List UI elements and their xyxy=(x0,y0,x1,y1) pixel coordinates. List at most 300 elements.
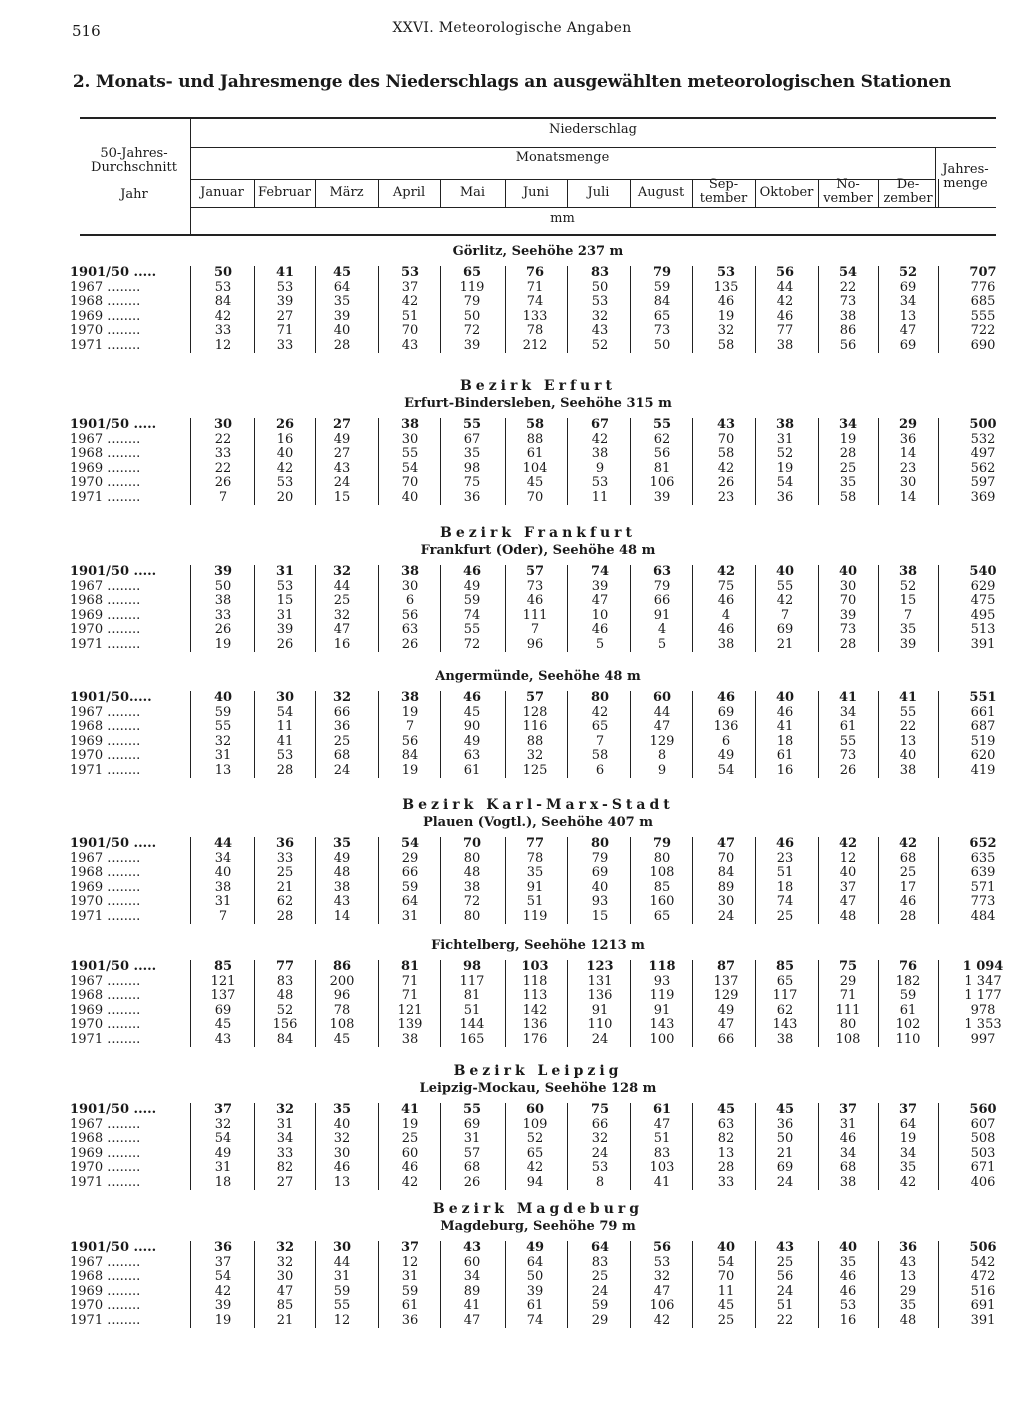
table-row xyxy=(70,1160,996,1176)
table-cell: 110 xyxy=(895,1031,921,1047)
table-cell: 46 xyxy=(333,1160,351,1175)
row-year-label: 1901/50 ..... xyxy=(70,960,157,974)
table-cell: 45 xyxy=(716,1102,736,1117)
column-divider xyxy=(254,691,255,778)
table-cell: 37 xyxy=(401,279,419,295)
table-cell: 34 xyxy=(839,704,857,720)
column-divider xyxy=(567,837,568,924)
table-cell: 47 xyxy=(333,622,351,637)
header-rule xyxy=(80,117,996,119)
row-year-label: 1967 ........ xyxy=(70,974,141,989)
table-cell: 19 xyxy=(401,1116,419,1132)
table-cell: 50 xyxy=(213,265,233,280)
row-year-label: 1967 ........ xyxy=(70,851,141,866)
row-year-label: 1969 ........ xyxy=(70,309,141,324)
table-cell: 45 xyxy=(775,1102,795,1117)
table-cell: 79 xyxy=(653,578,671,594)
table-cell: 484 xyxy=(970,908,996,924)
station-rows xyxy=(70,836,997,924)
table-cell: 47 xyxy=(653,719,671,734)
table-cell: 32 xyxy=(276,1254,294,1270)
table-row xyxy=(70,988,1002,1004)
month-header: August xyxy=(637,185,685,200)
table-row xyxy=(70,1145,996,1162)
table-cell: 707 xyxy=(969,265,997,280)
table-cell: 47 xyxy=(591,593,609,608)
table-cell: 24 xyxy=(333,762,351,778)
table-header xyxy=(80,117,996,235)
table-cell: 84 xyxy=(717,865,735,880)
table-cell: 22 xyxy=(839,279,857,295)
table-cell: 44 xyxy=(213,836,233,851)
column-divider xyxy=(440,1103,441,1190)
column-divider xyxy=(938,960,939,1047)
table-cell: 419 xyxy=(970,762,996,778)
table-cell: 39 xyxy=(591,578,609,594)
column-divider xyxy=(315,565,316,652)
table-cell: 35 xyxy=(526,865,544,880)
table-cell: 31 xyxy=(276,607,294,623)
column-divider xyxy=(938,418,939,505)
table-row xyxy=(70,704,996,721)
table-cell: 31 xyxy=(275,564,295,579)
column-divider xyxy=(692,266,693,353)
table-cell: 28 xyxy=(899,908,917,924)
row-year-label: 1970 ........ xyxy=(70,1161,141,1175)
table-cell: 55 xyxy=(333,1298,351,1313)
row-year-label: 1968 ........ xyxy=(70,1270,141,1284)
table-cell: 69 xyxy=(899,279,917,295)
table-cell: 495 xyxy=(970,607,996,623)
table-cell: 33 xyxy=(276,850,294,866)
table-row xyxy=(70,417,997,433)
row-year-label: 1971 ........ xyxy=(70,1175,141,1190)
table-cell: 43 xyxy=(214,1031,232,1047)
table-cell: 19 xyxy=(214,1312,232,1328)
column-divider xyxy=(938,1241,939,1328)
table-cell: 25 xyxy=(899,865,917,880)
station-section xyxy=(70,1201,997,1328)
table-cell: 52 xyxy=(591,337,609,353)
table-cell: 70 xyxy=(717,431,735,447)
table-cell: 76 xyxy=(525,265,545,280)
table-cell: 78 xyxy=(526,323,544,338)
stub-heading-line2: Durchschnitt xyxy=(91,160,177,175)
table-cell: 30 xyxy=(275,690,295,705)
table-cell: 100 xyxy=(649,1031,675,1047)
table-cell: 36 xyxy=(776,489,794,505)
table-cell: 33 xyxy=(214,446,232,461)
table-cell: 36 xyxy=(776,1116,794,1132)
table-cell: 79 xyxy=(463,294,481,309)
table-cell: 118 xyxy=(648,959,676,974)
table-cell: 690 xyxy=(970,337,996,353)
table-cell: 38 xyxy=(400,690,420,705)
table-cell: 32 xyxy=(333,607,351,623)
table-cell: 13 xyxy=(899,733,917,749)
table-cell: 59 xyxy=(214,704,232,720)
table-cell: 27 xyxy=(276,308,294,324)
table-cell: 19 xyxy=(717,308,735,324)
station-heading: Angermünde, Seehöhe 48 m xyxy=(435,669,641,684)
station-rows xyxy=(70,1102,997,1190)
table-cell: 78 xyxy=(333,1002,351,1018)
row-year-label: 1967 ........ xyxy=(70,432,141,447)
table-cell: 36 xyxy=(463,489,481,505)
column-divider xyxy=(878,837,879,924)
table-cell: 119 xyxy=(649,988,675,1003)
table-cell: 67 xyxy=(590,417,610,432)
row-year-label: 1968 ........ xyxy=(70,1132,141,1146)
column-divider xyxy=(938,1103,939,1190)
table-cell: 49 xyxy=(717,748,735,763)
table-cell: 38 xyxy=(776,337,794,353)
table-cell: 129 xyxy=(649,733,675,749)
row-year-label: 1970 ........ xyxy=(70,895,141,909)
table-cell: 55 xyxy=(462,1102,482,1117)
table-cell: 26 xyxy=(463,1174,481,1190)
column-divider xyxy=(567,691,568,778)
table-cell: 26 xyxy=(275,417,295,432)
table-cell: 24 xyxy=(591,1283,609,1299)
table-cell: 45 xyxy=(333,1031,351,1047)
table-row xyxy=(70,431,996,448)
table-cell: 44 xyxy=(776,279,794,295)
table-cell: 84 xyxy=(214,294,232,309)
table-cell: 38 xyxy=(839,1174,857,1190)
table-cell: 32 xyxy=(332,690,352,705)
table-cell: 47 xyxy=(653,1283,671,1299)
table-cell: 652 xyxy=(969,836,997,851)
table-cell: 90 xyxy=(463,719,481,734)
table-cell: 32 xyxy=(526,748,544,763)
table-cell: 15 xyxy=(591,908,609,924)
table-cell: 20 xyxy=(276,489,294,505)
header-rule xyxy=(190,147,996,148)
table-cell: 53 xyxy=(400,265,420,280)
table-cell: 33 xyxy=(717,1174,735,1190)
table-cell: 29 xyxy=(899,1283,917,1299)
table-cell: 59 xyxy=(401,879,419,895)
table-cell: 109 xyxy=(522,1116,548,1132)
table-cell: 49 xyxy=(333,431,351,447)
column-divider xyxy=(755,418,756,505)
row-year-label: 1970 ........ xyxy=(70,1299,141,1313)
table-cell: 560 xyxy=(969,1102,997,1117)
column-divider xyxy=(567,960,568,1047)
table-cell: 40 xyxy=(276,446,294,461)
row-year-label: 1967 ........ xyxy=(70,280,141,295)
column-divider xyxy=(505,691,506,778)
table-cell: 7 xyxy=(780,607,790,623)
table-cell: 24 xyxy=(591,1145,609,1161)
column-divider xyxy=(440,266,441,353)
table-cell: 41 xyxy=(838,690,858,705)
table-cell: 30 xyxy=(213,417,233,432)
table-cell: 32 xyxy=(275,1240,295,1255)
table-cell: 516 xyxy=(970,1283,996,1299)
table-cell: 38 xyxy=(401,1031,419,1047)
table-cell: 111 xyxy=(835,1002,861,1018)
table-cell: 116 xyxy=(522,719,548,734)
table-row xyxy=(70,308,996,325)
table-cell: 722 xyxy=(970,323,996,338)
column-divider xyxy=(692,837,693,924)
table-cell: 21 xyxy=(776,1145,794,1161)
table-cell: 43 xyxy=(899,1254,917,1270)
column-divider xyxy=(378,1103,379,1190)
table-cell: 63 xyxy=(463,748,481,763)
table-cell: 62 xyxy=(653,431,671,447)
table-cell: 58 xyxy=(591,748,609,763)
month-header: Mai xyxy=(459,185,486,200)
column-divider xyxy=(878,418,879,505)
table-cell: 26 xyxy=(401,636,419,652)
table-cell: 65 xyxy=(591,719,609,734)
table-cell: 49 xyxy=(717,1002,735,1018)
table-row xyxy=(70,578,996,595)
table-cell: 43 xyxy=(462,1240,482,1255)
table-cell: 30 xyxy=(333,1145,351,1161)
table-cell: 40 xyxy=(213,690,233,705)
table-cell: 55 xyxy=(214,719,232,734)
column-divider xyxy=(630,418,631,505)
column-divider xyxy=(938,837,939,924)
table-cell: 40 xyxy=(775,564,795,579)
jahresmenge-heading-line2: menge xyxy=(943,176,988,191)
table-cell: 7 xyxy=(405,719,415,734)
table-cell: 42 xyxy=(776,593,794,608)
table-cell: 41 xyxy=(276,733,294,749)
column-divider xyxy=(692,691,693,778)
table-cell: 80 xyxy=(463,850,481,866)
table-cell: 125 xyxy=(522,762,548,778)
table-cell: 91 xyxy=(591,1002,609,1018)
table-row xyxy=(70,489,996,506)
table-cell: 25 xyxy=(276,865,294,880)
table-cell: 35 xyxy=(899,1160,917,1175)
table-cell: 685 xyxy=(970,294,996,309)
table-cell: 6 xyxy=(721,733,731,749)
column-divider xyxy=(440,691,441,778)
table-cell: 31 xyxy=(214,894,232,909)
table-cell: 27 xyxy=(333,446,351,461)
table-cell: 139 xyxy=(397,1017,423,1032)
table-cell: 34 xyxy=(899,1145,917,1161)
row-year-label: 1968 ........ xyxy=(70,594,141,608)
table-cell: 42 xyxy=(717,460,735,476)
stub-heading-year: Jahr xyxy=(120,187,148,202)
table-cell: 46 xyxy=(591,622,609,637)
column-divider xyxy=(505,1103,506,1190)
column-divider xyxy=(190,418,191,505)
table-cell: 40 xyxy=(899,748,917,763)
table-cell: 50 xyxy=(776,1131,794,1146)
table-cell: 24 xyxy=(717,908,735,924)
table-cell: 46 xyxy=(776,308,794,324)
table-cell: 40 xyxy=(716,1240,736,1255)
table-row xyxy=(70,564,997,580)
table-cell: 32 xyxy=(214,733,232,749)
table-cell: 47 xyxy=(653,1116,671,1132)
table-cell: 14 xyxy=(899,489,917,505)
table-cell: 121 xyxy=(210,973,236,989)
column-divider xyxy=(440,837,441,924)
table-cell: 47 xyxy=(716,836,736,851)
table-cell: 176 xyxy=(522,1031,548,1047)
table-cell: 19 xyxy=(899,1131,917,1146)
row-year-label: 1901/50 ..... xyxy=(70,1241,157,1255)
month-header: Juli xyxy=(587,185,610,200)
column-divider xyxy=(567,418,568,505)
table-cell: 28 xyxy=(276,908,294,924)
table-cell: 10 xyxy=(591,607,609,623)
table-cell: 31 xyxy=(276,1116,294,1132)
table-cell: 21 xyxy=(776,636,794,652)
table-cell: 108 xyxy=(835,1031,861,1047)
table-cell: 58 xyxy=(717,446,735,461)
column-divider xyxy=(938,266,939,353)
table-cell: 119 xyxy=(459,279,485,295)
column-divider xyxy=(630,960,631,1047)
table-row xyxy=(70,279,996,296)
table-cell: 41 xyxy=(400,1102,420,1117)
table-cell: 69 xyxy=(899,337,917,353)
table-cell: 9 xyxy=(657,762,667,778)
table-cell: 542 xyxy=(970,1254,996,1270)
table-cell: 38 xyxy=(775,417,795,432)
table-cell: 39 xyxy=(213,564,233,579)
column-divider xyxy=(254,1103,255,1190)
table-cell: 53 xyxy=(591,475,609,490)
column-divider xyxy=(755,1103,756,1190)
table-cell: 28 xyxy=(333,337,351,353)
table-cell: 52 xyxy=(776,446,794,461)
table-cell: 53 xyxy=(716,265,736,280)
table-cell: 21 xyxy=(276,1312,294,1328)
row-year-label: 1967 ........ xyxy=(70,1255,141,1270)
column-divider xyxy=(505,565,506,652)
table-cell: 687 xyxy=(970,719,996,734)
table-cell: 7 xyxy=(530,622,540,637)
table-cell: 74 xyxy=(776,894,794,909)
table-cell: 69 xyxy=(214,1002,232,1018)
table-cell: 49 xyxy=(214,1145,232,1161)
table-cell: 22 xyxy=(899,719,917,734)
table-cell: 37 xyxy=(214,1254,232,1270)
table-row xyxy=(70,1312,996,1329)
column-divider xyxy=(818,1241,819,1328)
column-divider xyxy=(818,837,819,924)
table-cell: 84 xyxy=(401,748,419,763)
table-cell: 23 xyxy=(717,489,735,505)
row-year-label: 1971 ........ xyxy=(70,637,141,652)
table-cell: 136 xyxy=(587,988,613,1003)
table-row xyxy=(70,748,996,764)
table-cell: 76 xyxy=(898,959,918,974)
table-cell: 39 xyxy=(653,489,671,505)
row-year-label: 1971 ........ xyxy=(70,338,141,353)
table-cell: 31 xyxy=(401,908,419,924)
table-cell: 88 xyxy=(526,733,544,749)
row-year-label: 1971 ........ xyxy=(70,1032,141,1047)
table-cell: 13 xyxy=(214,762,232,778)
column-divider xyxy=(254,837,255,924)
table-cell: 85 xyxy=(775,959,795,974)
table-cell: 45 xyxy=(717,1298,735,1313)
row-year-label: 1967 ........ xyxy=(70,1117,141,1132)
table-cell: 65 xyxy=(653,908,671,924)
station-heading: Leipzig-Mockau, Seehöhe 128 m xyxy=(419,1081,657,1096)
table-cell: 30 xyxy=(899,475,917,490)
table-cell: 42 xyxy=(591,704,609,720)
column-divider xyxy=(818,960,819,1047)
table-cell: 63 xyxy=(717,1116,735,1132)
table-cell: 75 xyxy=(590,1102,610,1117)
table-cell: 4 xyxy=(721,607,731,623)
table-cell: 500 xyxy=(969,417,997,432)
table-cell: 182 xyxy=(895,973,921,989)
table-cell: 32 xyxy=(332,564,352,579)
table-cell: 44 xyxy=(333,1254,351,1270)
table-cell: 119 xyxy=(522,908,548,924)
table-cell: 24 xyxy=(333,475,351,490)
table-cell: 25 xyxy=(839,460,857,476)
row-year-label: 1971 ........ xyxy=(70,909,141,924)
table-cell: 37 xyxy=(400,1240,420,1255)
column-divider xyxy=(505,1241,506,1328)
table-cell: 25 xyxy=(776,1254,794,1270)
table-cell: 46 xyxy=(462,564,482,579)
table-cell: 47 xyxy=(276,1283,294,1299)
table-cell: 40 xyxy=(333,323,351,338)
table-cell: 35 xyxy=(333,294,351,309)
table-cell: 51 xyxy=(776,865,794,880)
table-cell: 129 xyxy=(713,988,739,1003)
table-cell: 51 xyxy=(401,308,419,324)
table-cell: 54 xyxy=(214,1131,232,1146)
table-cell: 75 xyxy=(717,578,735,594)
table-cell: 136 xyxy=(713,719,739,734)
column-divider xyxy=(567,266,568,353)
table-cell: 68 xyxy=(463,1160,481,1175)
column-divider xyxy=(505,418,506,505)
table-cell: 42 xyxy=(276,460,294,476)
table-cell: 38 xyxy=(898,564,918,579)
table-cell: 54 xyxy=(276,704,294,720)
column-divider xyxy=(378,691,379,778)
table-cell: 9 xyxy=(595,460,605,476)
table-cell: 66 xyxy=(591,1116,609,1132)
table-cell: 70 xyxy=(839,593,857,608)
table-cell: 82 xyxy=(717,1131,735,1146)
table-cell: 63 xyxy=(652,564,672,579)
station-heading: Erfurt-Bindersleben, Seehöhe 315 m xyxy=(404,396,672,411)
table-cell: 19 xyxy=(401,762,419,778)
table-cell: 43 xyxy=(401,337,419,353)
station-rows xyxy=(70,690,997,778)
table-cell: 81 xyxy=(463,988,481,1003)
table-cell: 42 xyxy=(716,564,736,579)
table-cell: 81 xyxy=(653,460,671,476)
column-divider xyxy=(818,418,819,505)
table-row xyxy=(70,622,996,638)
table-cell: 35 xyxy=(899,622,917,637)
month-header: De- zember xyxy=(883,177,933,206)
table-cell: 113 xyxy=(522,988,548,1003)
bezirk-heading: Bezirk Magdeburg xyxy=(432,1201,644,1217)
table-cell: 41 xyxy=(275,265,295,280)
